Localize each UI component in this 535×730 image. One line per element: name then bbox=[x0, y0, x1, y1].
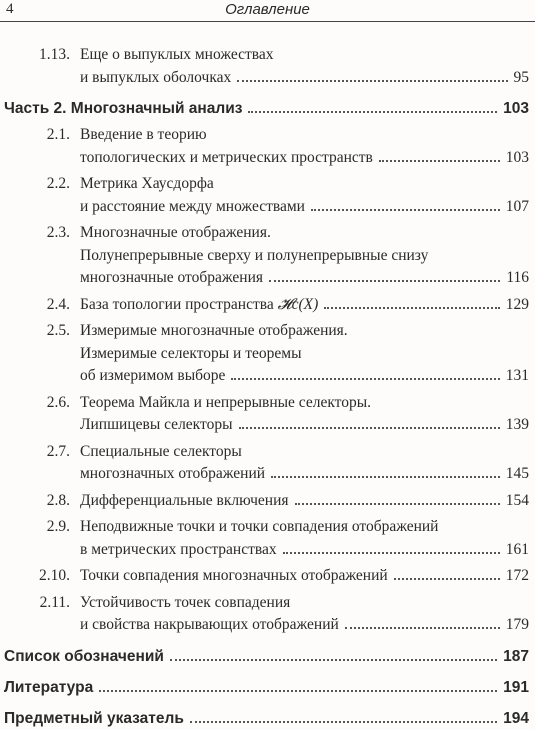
toc-entry-1-13[interactable] bbox=[32, 44, 529, 89]
dot-leader bbox=[324, 307, 499, 309]
toc-entry-title-line: топологических и метрических пространств bbox=[80, 148, 373, 166]
toc-entry-page: 95 bbox=[513, 68, 529, 86]
page-number: 4 bbox=[6, 1, 14, 17]
toc-part-title: Часть 2. Многозначный анализ bbox=[4, 100, 243, 117]
toc-entry-page: 129 bbox=[505, 295, 529, 313]
toc-entry-number: 2.2. bbox=[46, 175, 70, 192]
dot-leader bbox=[345, 627, 500, 629]
toc-entry-number: 2.6. bbox=[46, 393, 70, 411]
toc-entry-page: 154 bbox=[505, 491, 529, 509]
toc-entry-2-7[interactable] bbox=[32, 441, 529, 486]
toc-entry-2-1[interactable] bbox=[32, 124, 529, 169]
toc-entry-title-line: многозначные отображения bbox=[80, 269, 263, 286]
toc-entry-number: 1.13. bbox=[39, 46, 70, 63]
dot-leader bbox=[190, 721, 497, 723]
math-formula: 𝓗c(X) bbox=[277, 295, 319, 313]
dot-leader bbox=[239, 427, 500, 429]
toc-entry-title-line: в метрических пространствах bbox=[80, 540, 277, 558]
toc-part-title: Список обозначений bbox=[4, 647, 164, 665]
dot-leader bbox=[311, 209, 500, 211]
toc-entry-page: 161 bbox=[505, 540, 529, 558]
toc-entry-number: 2.7. bbox=[46, 442, 70, 460]
toc-subject-index[interactable] bbox=[0, 708, 529, 730]
dot-leader bbox=[170, 659, 497, 661]
dot-leader bbox=[271, 476, 500, 478]
toc-entry-title-line: Точки совпадения многозначных отображений bbox=[80, 567, 388, 584]
toc-entry-title-line: Измеримые многозначные отображения. bbox=[80, 322, 348, 339]
toc-entry-2-4[interactable] bbox=[32, 294, 529, 317]
toc-entry-page: 145 bbox=[505, 465, 529, 482]
toc-entry-page: 103 bbox=[505, 148, 529, 166]
toc-entry-2-8[interactable] bbox=[32, 490, 529, 513]
toc-entry-title-line: Многозначные отображения. bbox=[80, 224, 271, 241]
toc-entry-title-line: Полунепрерывные сверху и полунепрерывные снизу bbox=[80, 246, 429, 264]
toc-entry-page: 172 bbox=[505, 567, 529, 584]
header-rule bbox=[0, 21, 535, 22]
page-header bbox=[0, 0, 535, 24]
toc-entry-2-3[interactable] bbox=[32, 222, 529, 290]
toc-part-title: Предметный указатель bbox=[4, 709, 184, 727]
toc-entry-number: 2.10. bbox=[39, 567, 70, 584]
dot-leader bbox=[237, 80, 507, 82]
toc-entry-title-line: База топологии пространства bbox=[80, 295, 274, 313]
dot-leader bbox=[295, 503, 500, 505]
toc-part-page: 187 bbox=[503, 647, 529, 665]
toc-part-page: 194 bbox=[503, 709, 529, 727]
toc-entry-2-6[interactable] bbox=[32, 392, 529, 437]
toc-entry-2-2[interactable] bbox=[32, 173, 529, 218]
toc-entry-title-line: многозначных отображений bbox=[80, 465, 266, 482]
toc-entry-title-line: Неподвижные точки и точки совпадения отображений bbox=[80, 518, 439, 535]
toc-entry-title-line: Измеримые селекторы и теоремы bbox=[80, 344, 302, 362]
toc-entry-number: 2.9. bbox=[46, 518, 70, 535]
dot-leader bbox=[394, 578, 500, 580]
running-title: Оглавление bbox=[225, 1, 310, 18]
toc-entry-2-10[interactable] bbox=[32, 565, 529, 588]
table-of-contents bbox=[0, 44, 535, 730]
toc-entry-number: 2.4. bbox=[46, 295, 70, 313]
toc-entry-title-line: об измеримом выборе bbox=[80, 367, 226, 384]
toc-entry-title-line: Устойчивость точек совпадения bbox=[80, 593, 291, 611]
toc-entry-2-11[interactable] bbox=[32, 592, 529, 637]
dot-leader bbox=[283, 552, 500, 554]
toc-entry-title-line: и выпуклых оболочках bbox=[80, 68, 232, 86]
toc-entry-number: 2.3. bbox=[46, 224, 70, 241]
dot-leader bbox=[231, 378, 499, 380]
toc-literature[interactable] bbox=[0, 677, 529, 699]
toc-part-page: 103 bbox=[503, 100, 529, 117]
toc-part-title: Литература bbox=[4, 678, 94, 696]
toc-entry-title-line: Метрика Хаусдорфа bbox=[80, 175, 214, 192]
dot-leader bbox=[379, 160, 500, 162]
toc-entry-page: 179 bbox=[505, 616, 529, 633]
dot-leader bbox=[269, 280, 500, 282]
toc-entry-number: 2.5. bbox=[46, 322, 70, 339]
toc-entry-page: 139 bbox=[505, 416, 529, 433]
toc-entry-title-line: Введение в теорию bbox=[80, 126, 207, 143]
toc-part-2[interactable] bbox=[0, 98, 529, 120]
toc-entry-page: 131 bbox=[505, 367, 529, 384]
toc-part-page: 191 bbox=[503, 678, 529, 696]
toc-entry-2-5[interactable] bbox=[32, 320, 529, 388]
toc-entry-title-line: Теорема Майкла и непрерывные селекторы. bbox=[80, 393, 372, 411]
toc-entry-page: 107 bbox=[505, 197, 529, 215]
toc-entry-title-line: Дифференциальные включения bbox=[80, 491, 289, 509]
toc-entry-title-line: и свойства накрывающих отображений bbox=[80, 616, 339, 633]
toc-entry-title-line: Специальные селекторы bbox=[80, 442, 242, 460]
toc-entry-number: 2.1. bbox=[46, 126, 70, 143]
dot-leader bbox=[248, 111, 497, 113]
toc-entry-title-line: Еще о выпуклых множествах bbox=[80, 46, 274, 63]
dot-leader bbox=[99, 690, 497, 692]
toc-entry-page: 116 bbox=[506, 269, 529, 286]
toc-entry-title-line: и расстояние между множествами bbox=[80, 197, 305, 215]
toc-notation-list[interactable] bbox=[0, 646, 529, 668]
toc-entry-number: 2.11. bbox=[39, 593, 70, 611]
toc-entry-title-line: Липшицевы селекторы bbox=[80, 416, 233, 433]
toc-entry-number: 2.8. bbox=[46, 491, 70, 509]
toc-entry-2-9[interactable] bbox=[32, 516, 529, 561]
